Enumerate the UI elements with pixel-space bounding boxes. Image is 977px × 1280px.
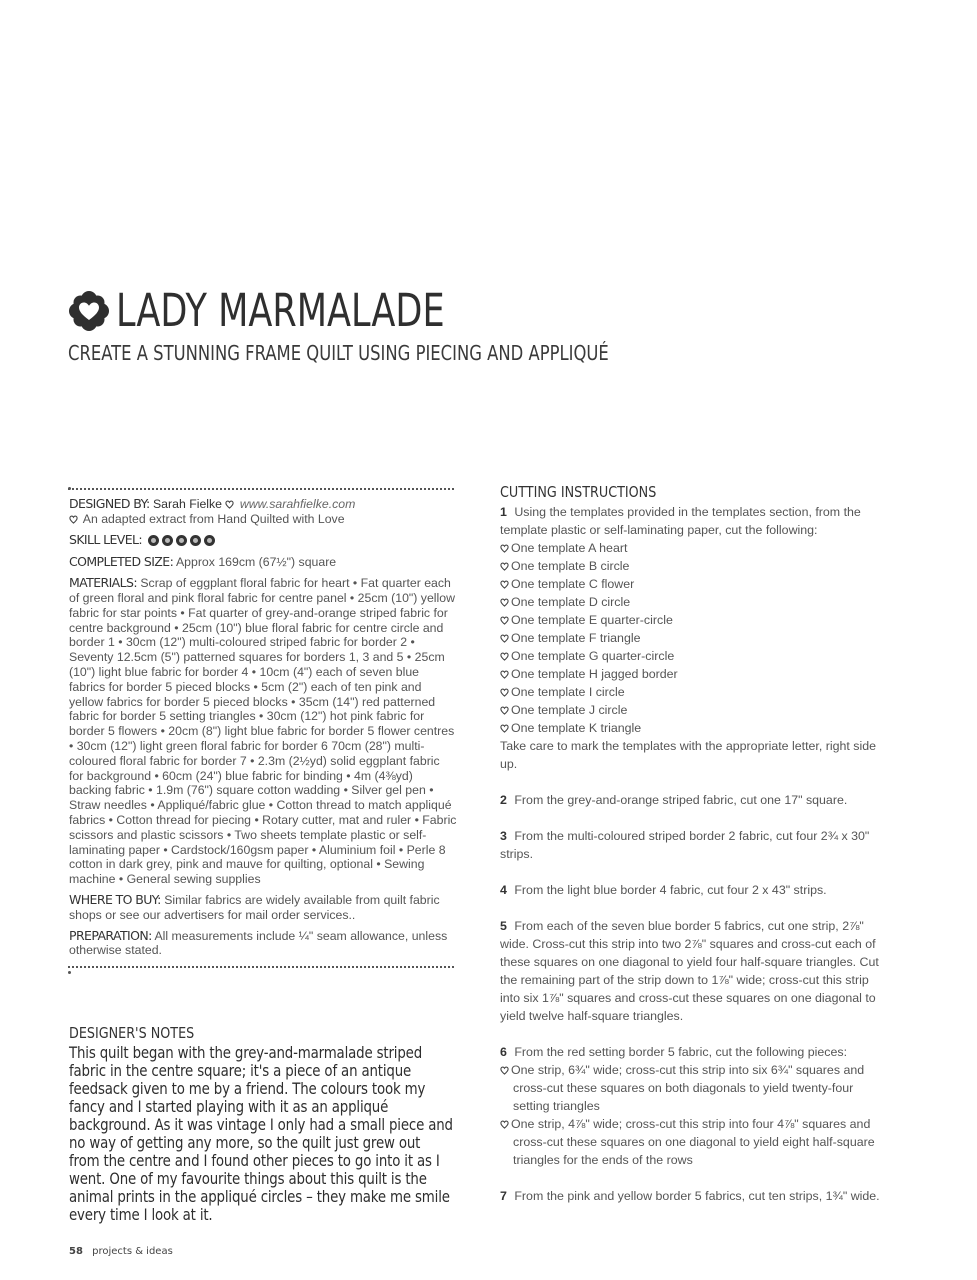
list-item <box>500 665 885 683</box>
rule-tick <box>68 971 71 974</box>
list-item <box>500 593 885 611</box>
cut-item: One strip, 6¾" wide; cross-cut this strip into six 6¾" squares and cross-cut these squares on both diagonals to yield twenty-four setting triangles <box>511 1063 865 1113</box>
heart-outline-icon <box>500 616 509 625</box>
rule-tick <box>68 487 71 490</box>
preparation-line <box>69 929 457 959</box>
cut-item: One strip, 4⅞" wide; cross-cut this strip into four 4⅞" squares and cross-cut these squares on one diagonal to yield eight half-square triangles for the ends of the rows <box>511 1117 875 1167</box>
heart-outline-icon <box>500 544 509 553</box>
step-number: 3 <box>500 829 507 843</box>
heart-outline-icon <box>500 1066 509 1075</box>
step-1-note: Take care to mark the templates with the appropriate letter, right side up. <box>500 739 877 771</box>
designer-line <box>69 497 457 527</box>
page-subtitle: CREATE A STUNNING FRAME QUILT USING PIECING AND APPLIQUÉ <box>68 341 609 365</box>
skill-dot-icon <box>204 535 215 546</box>
template-item: One template B circle <box>511 559 630 573</box>
step-1 <box>500 503 885 539</box>
template-item: One template A heart <box>511 541 628 555</box>
step-number: 6 <box>500 1045 507 1059</box>
completed-size-label: COMPLETED SIZE: <box>69 554 174 570</box>
bottom-dotted-rule <box>68 966 454 968</box>
heart-outline-icon <box>500 688 509 697</box>
step-number: 5 <box>500 919 507 933</box>
step-5 <box>500 917 885 1025</box>
step-7 <box>500 1187 885 1205</box>
template-item: One template E quarter-circle <box>511 613 673 627</box>
list-item <box>500 557 885 575</box>
notes-heading: DESIGNER'S NOTES <box>69 1024 195 1042</box>
page-footer <box>69 1246 173 1257</box>
list-item <box>500 1115 885 1169</box>
skill-dot-icon <box>176 535 187 546</box>
step-text: From the grey-and-orange striped fabric, cut one 17" square. <box>514 793 848 807</box>
step-text: From the multi-coloured striped border 2 fabric, cut four 2¾ x 30" strips. <box>500 829 870 861</box>
template-item: One template D circle <box>511 595 631 609</box>
where-to-buy-line <box>69 893 457 923</box>
cutting-instructions <box>500 483 885 1205</box>
materials-list: Scrap of eggplant floral fabric for heart • Fat quarter each of green floral and pink floral fabric for centre panel • 25cm (10") yellow fabric for star points • Fat quarter of grey-and-orange striped fabric for centre background • 25cm (10") blue floral fabric for centre circle and border 1 • 30cm (12") multi-coloured striped fabric for border 2 • Seventy 12.5cm (5") patterned squares for borders 1, 3 and 5 • 25cm (10") light blue fabric for border 4 • 10cm (4") each of seven blue fabrics for border 5 pieced blocks • 5cm (2") each of ten pink and yellow fabrics for border 5 pieced blocks • 35cm (14") red patterned fabric for border 5 setting triangles • 30cm (12") hot pink fabric for border 5 flowers • 20cm (8") light blue fabric for border 5 flower centres • 30cm (12") light green floral fabric for border 6 70cm (28") multi-coloured floral fabric for border 7 • 2.3m (2½yd) solid eggplant fabric for background • 60cm (24") blue fabric for binding • 4m (4⅜yd) backing fabric • 1.9m (76") square cotton wadding • Silver gel pen • Straw needles • Appliqué/fabric glue • Cotton thread to match appliqué fabrics • Cotton thread for piecing • Rotary cutter, mat and ruler • Fabric scissors and plastic scissors • Two sheets template plastic or self-laminating paper • Cardstock/160gsm paper • Aluminium foil • Perle 8 cotton in dark grey, pink and mauve for quilting, optional • Sewing machine • General sewing supplies <box>69 576 457 887</box>
title-row <box>68 283 928 339</box>
step-text: From the pink and yellow border 5 fabrics, cut ten strips, 1¾" wide. <box>514 1189 880 1203</box>
list-item <box>500 683 885 701</box>
heart-outline-icon <box>500 652 509 661</box>
extract-note: An adapted extract from Hand Quilted with Love <box>82 511 345 526</box>
designers-notes <box>69 1024 464 1224</box>
spacer <box>500 1025 885 1043</box>
completed-size-value: Approx 169cm (67½") square <box>175 555 337 570</box>
step-4 <box>500 881 885 899</box>
step-text: Using the templates provided in the templates section, from the template plastic or self-laminating paper, cut the following: <box>500 505 861 537</box>
step-number: 1 <box>500 505 507 519</box>
template-item: One template F triangle <box>511 631 641 645</box>
step-6 <box>500 1043 885 1061</box>
skill-level-label: SKILL LEVEL: <box>69 531 143 547</box>
heart-outline-icon <box>500 598 509 607</box>
list-item <box>500 1061 885 1115</box>
heart-outline-icon <box>500 562 509 571</box>
completed-size-line <box>69 555 457 570</box>
materials-label: MATERIALS: <box>69 575 137 591</box>
step-number: 7 <box>500 1189 507 1203</box>
cutting-heading: CUTTING INSTRUCTIONS <box>500 483 657 501</box>
top-dotted-rule <box>68 488 454 490</box>
flower-heart-icon <box>68 290 110 332</box>
where-to-buy-text: Similar fabrics are widely available from quilt fabric shops or see our advertisers for mail order services.. <box>69 892 440 922</box>
list-item <box>500 539 885 557</box>
spacer <box>500 1169 885 1187</box>
skill-dot-icon <box>190 535 201 546</box>
designer-website-link[interactable]: www.sarahfielke.com <box>239 497 356 511</box>
materials-line <box>69 576 457 887</box>
designer-name: Sarah Fielke <box>152 497 223 511</box>
list-item <box>500 719 885 737</box>
template-item: One template C flower <box>511 577 635 591</box>
list-item <box>500 629 885 647</box>
step-text: From the red setting border 5 fabric, cut the following pieces: <box>514 1045 848 1059</box>
skill-dot-icon <box>162 535 173 546</box>
list-item <box>500 647 885 665</box>
spacer <box>500 773 885 791</box>
heart-outline-icon <box>225 500 234 509</box>
template-item: One template J circle <box>511 703 628 717</box>
step-text: From each of the seven blue border 5 fabrics, cut one strip, 2⅞" wide. Cross-cut this strip into two 2⅞" squares and cross-cut each of these squares on one diagonal to yield four half-square triangles. Cut the remaining part of the strip down to 1⅞" wide; cross-cut this strip into six 1⅞" squares and cross-cut these squares on one diagonal to yield twelve half-square triangles. <box>500 919 879 1023</box>
heart-outline-icon <box>500 706 509 715</box>
spacer <box>500 809 885 827</box>
where-to-buy-label: WHERE TO BUY: <box>69 891 161 907</box>
skill-dot-icon <box>148 535 159 546</box>
spacer <box>500 863 885 881</box>
page-title: LADY MARMALADE <box>116 284 445 337</box>
project-info-box <box>69 497 457 962</box>
heart-outline-icon <box>500 580 509 589</box>
heart-outline-icon <box>500 634 509 643</box>
skill-level-rating <box>148 535 215 546</box>
heart-outline-icon <box>69 515 78 524</box>
notes-body: This quilt began with the grey-and-marmalade striped fabric in the centre square; it's a piece of an antique feedsack given to me by a friend. The colours took my fancy and I started playing with it as an appliqué background. As it was vintage I only had a small piece and no way of getting any more, so the quilt just grew out from the centre and I found other pieces to go into it as I went. One of my favourite things about this quilt is the animal prints in the appliqué circles – they make me smile every time I look at it. <box>69 1043 453 1224</box>
template-item: One template K triangle <box>511 721 642 735</box>
heart-outline-icon <box>500 724 509 733</box>
template-item: One template H jagged border <box>511 667 678 681</box>
title-block <box>68 283 928 365</box>
step-2 <box>500 791 885 809</box>
page-number: 58 <box>69 1246 83 1257</box>
heart-outline-icon <box>500 1120 509 1129</box>
section-name: projects & ideas <box>92 1246 173 1257</box>
list-item <box>500 575 885 593</box>
template-item: One template G quarter-circle <box>511 649 675 663</box>
designed-by-label: DESIGNED BY: <box>69 496 150 511</box>
step-number: 4 <box>500 883 507 897</box>
spacer <box>500 899 885 917</box>
preparation-text: All measurements include ¼" seam allowance, unless otherwise stated. <box>69 928 448 958</box>
heart-outline-icon <box>500 670 509 679</box>
template-list <box>500 539 885 737</box>
step-text: From the light blue border 4 fabric, cut four 2 x 43" strips. <box>514 883 827 897</box>
step-number: 2 <box>500 793 507 807</box>
template-item: One template I circle <box>511 685 625 699</box>
list-item <box>500 611 885 629</box>
skill-level-line <box>69 533 457 548</box>
step-3 <box>500 827 885 863</box>
preparation-label: PREPARATION: <box>69 927 152 943</box>
list-item <box>500 701 885 719</box>
